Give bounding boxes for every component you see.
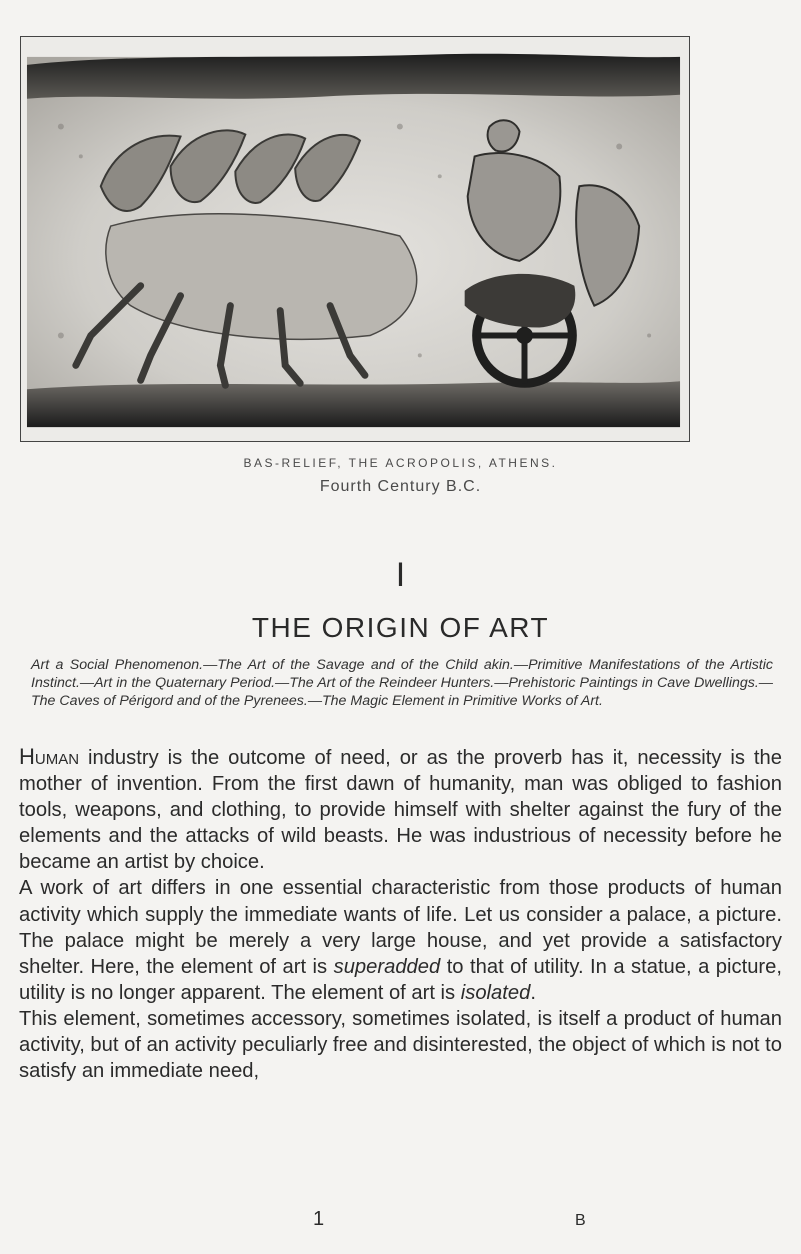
- bas-relief-image: [21, 37, 689, 441]
- paragraph-2: [19, 875, 782, 1005]
- paragraph-2-text-c: .: [530, 981, 536, 1004]
- emphasis-isolated: isolated: [460, 981, 531, 1004]
- signature-mark: B: [575, 1212, 586, 1229]
- emphasis-superadded: superadded: [333, 955, 441, 978]
- page-number: 1: [313, 1208, 325, 1230]
- paragraph-lead-word: Human: [19, 744, 80, 769]
- paragraph-2-text-a: A work of art differs in one essential characteristic from those products of human activity which supply the immediate wants of life. Let us consider a palace, a picture. The palace might be merely a very large house, and yet provide a satisfactory shelter. Here, the element of art is: [19, 877, 782, 978]
- paragraph-1: [19, 744, 782, 875]
- paragraph-1-text: industry is the outcome of need, or as the proverb has it, necessity is the mother of invention. From the first dawn of humanity, man was obliged to fashion tools, weapons, and clothing, to provide himself with shelter against the fury of the elements and the attacks of wild beasts. He was industrious of necessity before he became an artist by choice.: [19, 747, 782, 874]
- paragraph-2-text-b: to that of utility. In a statue, a picture, utility is no longer apparent. The element of art is: [19, 955, 782, 1004]
- plate-caption-date: Fourth Century B.C.: [319, 478, 482, 495]
- paragraph-3: This element, sometimes accessory, sometimes isolated, is itself a product of human activity, but of an activity peculiarly free and disinterested, the object of which is not to satisfy an immediate need,: [19, 1007, 782, 1083]
- plate-caption-title: BAS-RELIEF, THE ACROPOLIS, ATHENS.: [243, 456, 558, 470]
- bas-relief-plate: [20, 36, 690, 442]
- chapter-number: I: [395, 556, 406, 594]
- body-text: [19, 744, 782, 1084]
- chapter-summary: Art a Social Phenomenon.—The Art of the Savage and of the Child akin.—Primitive Manifestations of the Artistic Instinct.—Art in the Quaternary Period.—The Art of the Reindeer Hunters.—Prehistoric Paintings in Cave Dwellings.—The Caves of Périgord and of the Pyrenees.—The Magic Element in Primitive Works of Art.: [31, 657, 773, 709]
- chapter-title: THE ORIGIN OF ART: [251, 612, 550, 643]
